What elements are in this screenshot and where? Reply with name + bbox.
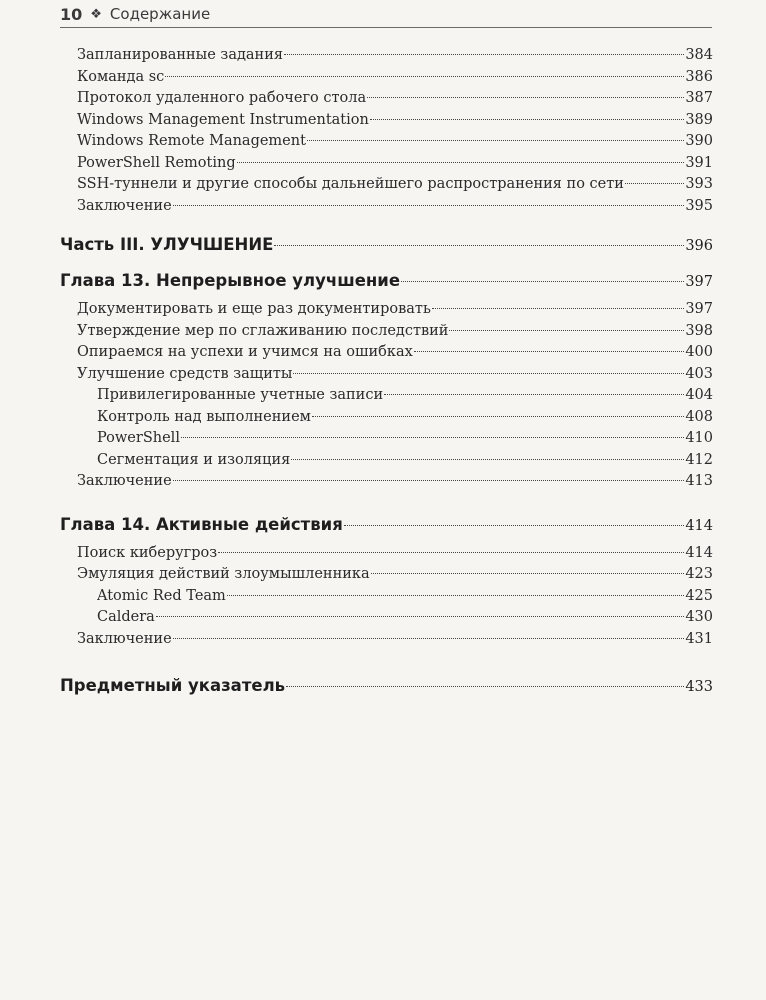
- chapter-page: 414: [685, 517, 713, 534]
- toc-entry-title: Поиск киберугроз: [77, 544, 218, 561]
- toc-entry-page: 412: [685, 451, 713, 468]
- toc-subentry[interactable]: [60, 428, 713, 450]
- toc-subentry[interactable]: [60, 607, 713, 629]
- spacer: [60, 493, 713, 513]
- toc-entry-page: 431: [685, 630, 713, 647]
- toc-entry[interactable]: [60, 471, 713, 493]
- toc-entry-title: Сегментация и изоляция: [97, 451, 291, 468]
- toc-index-heading[interactable]: [60, 674, 713, 698]
- dot-leader: [274, 245, 684, 246]
- header-rule: [60, 27, 712, 28]
- toc-entry-title: PowerShell: [97, 430, 180, 446]
- toc-entry-page: 389: [685, 111, 713, 128]
- dot-leader: [181, 437, 684, 438]
- toc-entry-page: 425: [685, 587, 713, 604]
- toc-entry-page: 408: [685, 408, 713, 425]
- dot-leader: [414, 351, 685, 352]
- dot-leader: [449, 330, 684, 331]
- page-number: 10: [60, 4, 83, 24]
- toc-entry-title: PowerShell Remoting: [77, 154, 236, 171]
- toc-entry-title: Windows Remote Management: [77, 133, 306, 149]
- spacer: [60, 650, 713, 674]
- toc-entry-page: 410: [685, 430, 713, 446]
- chapter-title: Глава 13. Непрерывное улучшение: [60, 271, 401, 290]
- dot-leader: [371, 573, 685, 574]
- toc-entry-page: 413: [685, 473, 713, 489]
- dot-leader: [173, 480, 685, 481]
- toc-entry-title: Заключение: [77, 473, 172, 489]
- toc-entry-title: Опираемся на успехи и учимся на ошибках: [77, 344, 413, 360]
- toc-entry[interactable]: [60, 110, 713, 132]
- chapter-page: 397: [685, 274, 713, 290]
- toc-entry[interactable]: [60, 67, 713, 89]
- dot-leader: [344, 525, 684, 526]
- toc-chapter-heading[interactable]: [60, 269, 713, 293]
- toc-entry[interactable]: [60, 342, 713, 364]
- part-page: 396: [685, 238, 713, 254]
- dot-leader: [367, 97, 684, 98]
- toc-entry[interactable]: [60, 364, 713, 386]
- toc-entry-title: Caldera: [97, 609, 155, 625]
- toc-entry-page: 393: [685, 176, 713, 192]
- toc-entry-title: Утверждение мер по сглаживанию последствий: [77, 322, 449, 339]
- toc-entry-title: Документировать и еще раз документировать: [77, 301, 431, 317]
- dot-leader: [218, 552, 684, 553]
- toc-entry-page: 391: [685, 154, 713, 171]
- toc-entry-title: Windows Management Instrumentation: [77, 111, 369, 128]
- toc-part-heading[interactable]: [60, 233, 713, 257]
- toc-subentry[interactable]: [60, 407, 713, 429]
- toc-entry-page: 423: [685, 566, 713, 582]
- dot-leader: [173, 638, 685, 639]
- dot-leader: [173, 205, 685, 206]
- dot-leader: [293, 373, 684, 374]
- toc-entry-title: Команда sc: [77, 68, 165, 85]
- toc-entry-page: 403: [685, 365, 713, 382]
- toc-entry-title: Протокол удаленного рабочего стола: [77, 90, 367, 106]
- toc-entry-title: Улучшение средств защиты: [77, 365, 293, 382]
- dot-leader: [401, 281, 684, 282]
- spacer: [60, 217, 713, 233]
- toc-entry-title: Заключение: [77, 630, 172, 647]
- dot-leader: [291, 459, 684, 460]
- toc-entry[interactable]: [60, 299, 713, 321]
- index-title: Предметный указатель: [60, 676, 286, 695]
- toc-entry-page: 400: [685, 344, 713, 360]
- table-of-contents: [60, 45, 713, 698]
- dot-leader: [286, 686, 684, 687]
- dot-leader: [284, 54, 684, 55]
- toc-entry-title: Привилегированные учетные записи: [97, 387, 384, 403]
- toc-entry-title: Atomic Red Team: [97, 587, 226, 604]
- toc-entry-page: 397: [685, 301, 713, 317]
- toc-entry[interactable]: [60, 564, 713, 586]
- toc-entry[interactable]: [60, 153, 713, 175]
- toc-entry-page: 386: [685, 68, 713, 85]
- toc-entry[interactable]: [60, 174, 713, 196]
- dot-leader: [165, 76, 684, 77]
- toc-entry-title: Эмуляция действий злоумышленника: [77, 566, 370, 582]
- dot-leader: [307, 140, 684, 141]
- toc-subentry[interactable]: [60, 385, 713, 407]
- toc-entry[interactable]: [60, 629, 713, 651]
- toc-entry[interactable]: [60, 543, 713, 565]
- dot-leader: [237, 162, 685, 163]
- section-title: Содержание: [109, 5, 211, 23]
- dot-leader: [432, 308, 684, 309]
- dot-leader: [370, 119, 684, 120]
- toc-chapter-heading[interactable]: [60, 513, 713, 537]
- running-header: [60, 2, 712, 26]
- toc-subentry[interactable]: [60, 586, 713, 608]
- part-title: Часть III. УЛУЧШЕНИЕ: [60, 235, 274, 254]
- toc-entry[interactable]: [60, 321, 713, 343]
- chapter-title: Глава 14. Активные действия: [60, 514, 343, 534]
- dot-leader: [312, 416, 684, 417]
- toc-entry-page: 387: [685, 90, 713, 106]
- toc-entry-page: 404: [685, 387, 713, 403]
- toc-entry[interactable]: [60, 88, 713, 110]
- dot-leader: [156, 616, 684, 617]
- dot-leader: [384, 394, 684, 395]
- toc-entry-title: SSH-туннели и другие способы дальнейшего распространения по сети: [77, 176, 624, 192]
- toc-entry[interactable]: [60, 131, 713, 153]
- spacer: [60, 257, 713, 269]
- toc-entry[interactable]: [60, 196, 713, 218]
- ornament-icon: ❖: [90, 6, 102, 22]
- toc-entry-page: 384: [685, 47, 713, 63]
- toc-entry-title: Контроль над выполнением: [97, 408, 311, 425]
- dot-leader: [625, 183, 684, 184]
- toc-subentry[interactable]: [60, 450, 713, 472]
- toc-entry-page: 414: [685, 544, 713, 561]
- toc-entry-title: Заключение: [77, 197, 172, 214]
- toc-entry[interactable]: [60, 45, 713, 67]
- toc-entry-page: 398: [685, 322, 713, 339]
- index-page: 433: [685, 679, 713, 695]
- toc-entry-page: 395: [685, 197, 713, 214]
- toc-entry-title: Запланированные задания: [77, 47, 284, 63]
- dot-leader: [227, 595, 685, 596]
- toc-entry-page: 430: [685, 609, 713, 625]
- toc-entry-page: 390: [685, 133, 713, 149]
